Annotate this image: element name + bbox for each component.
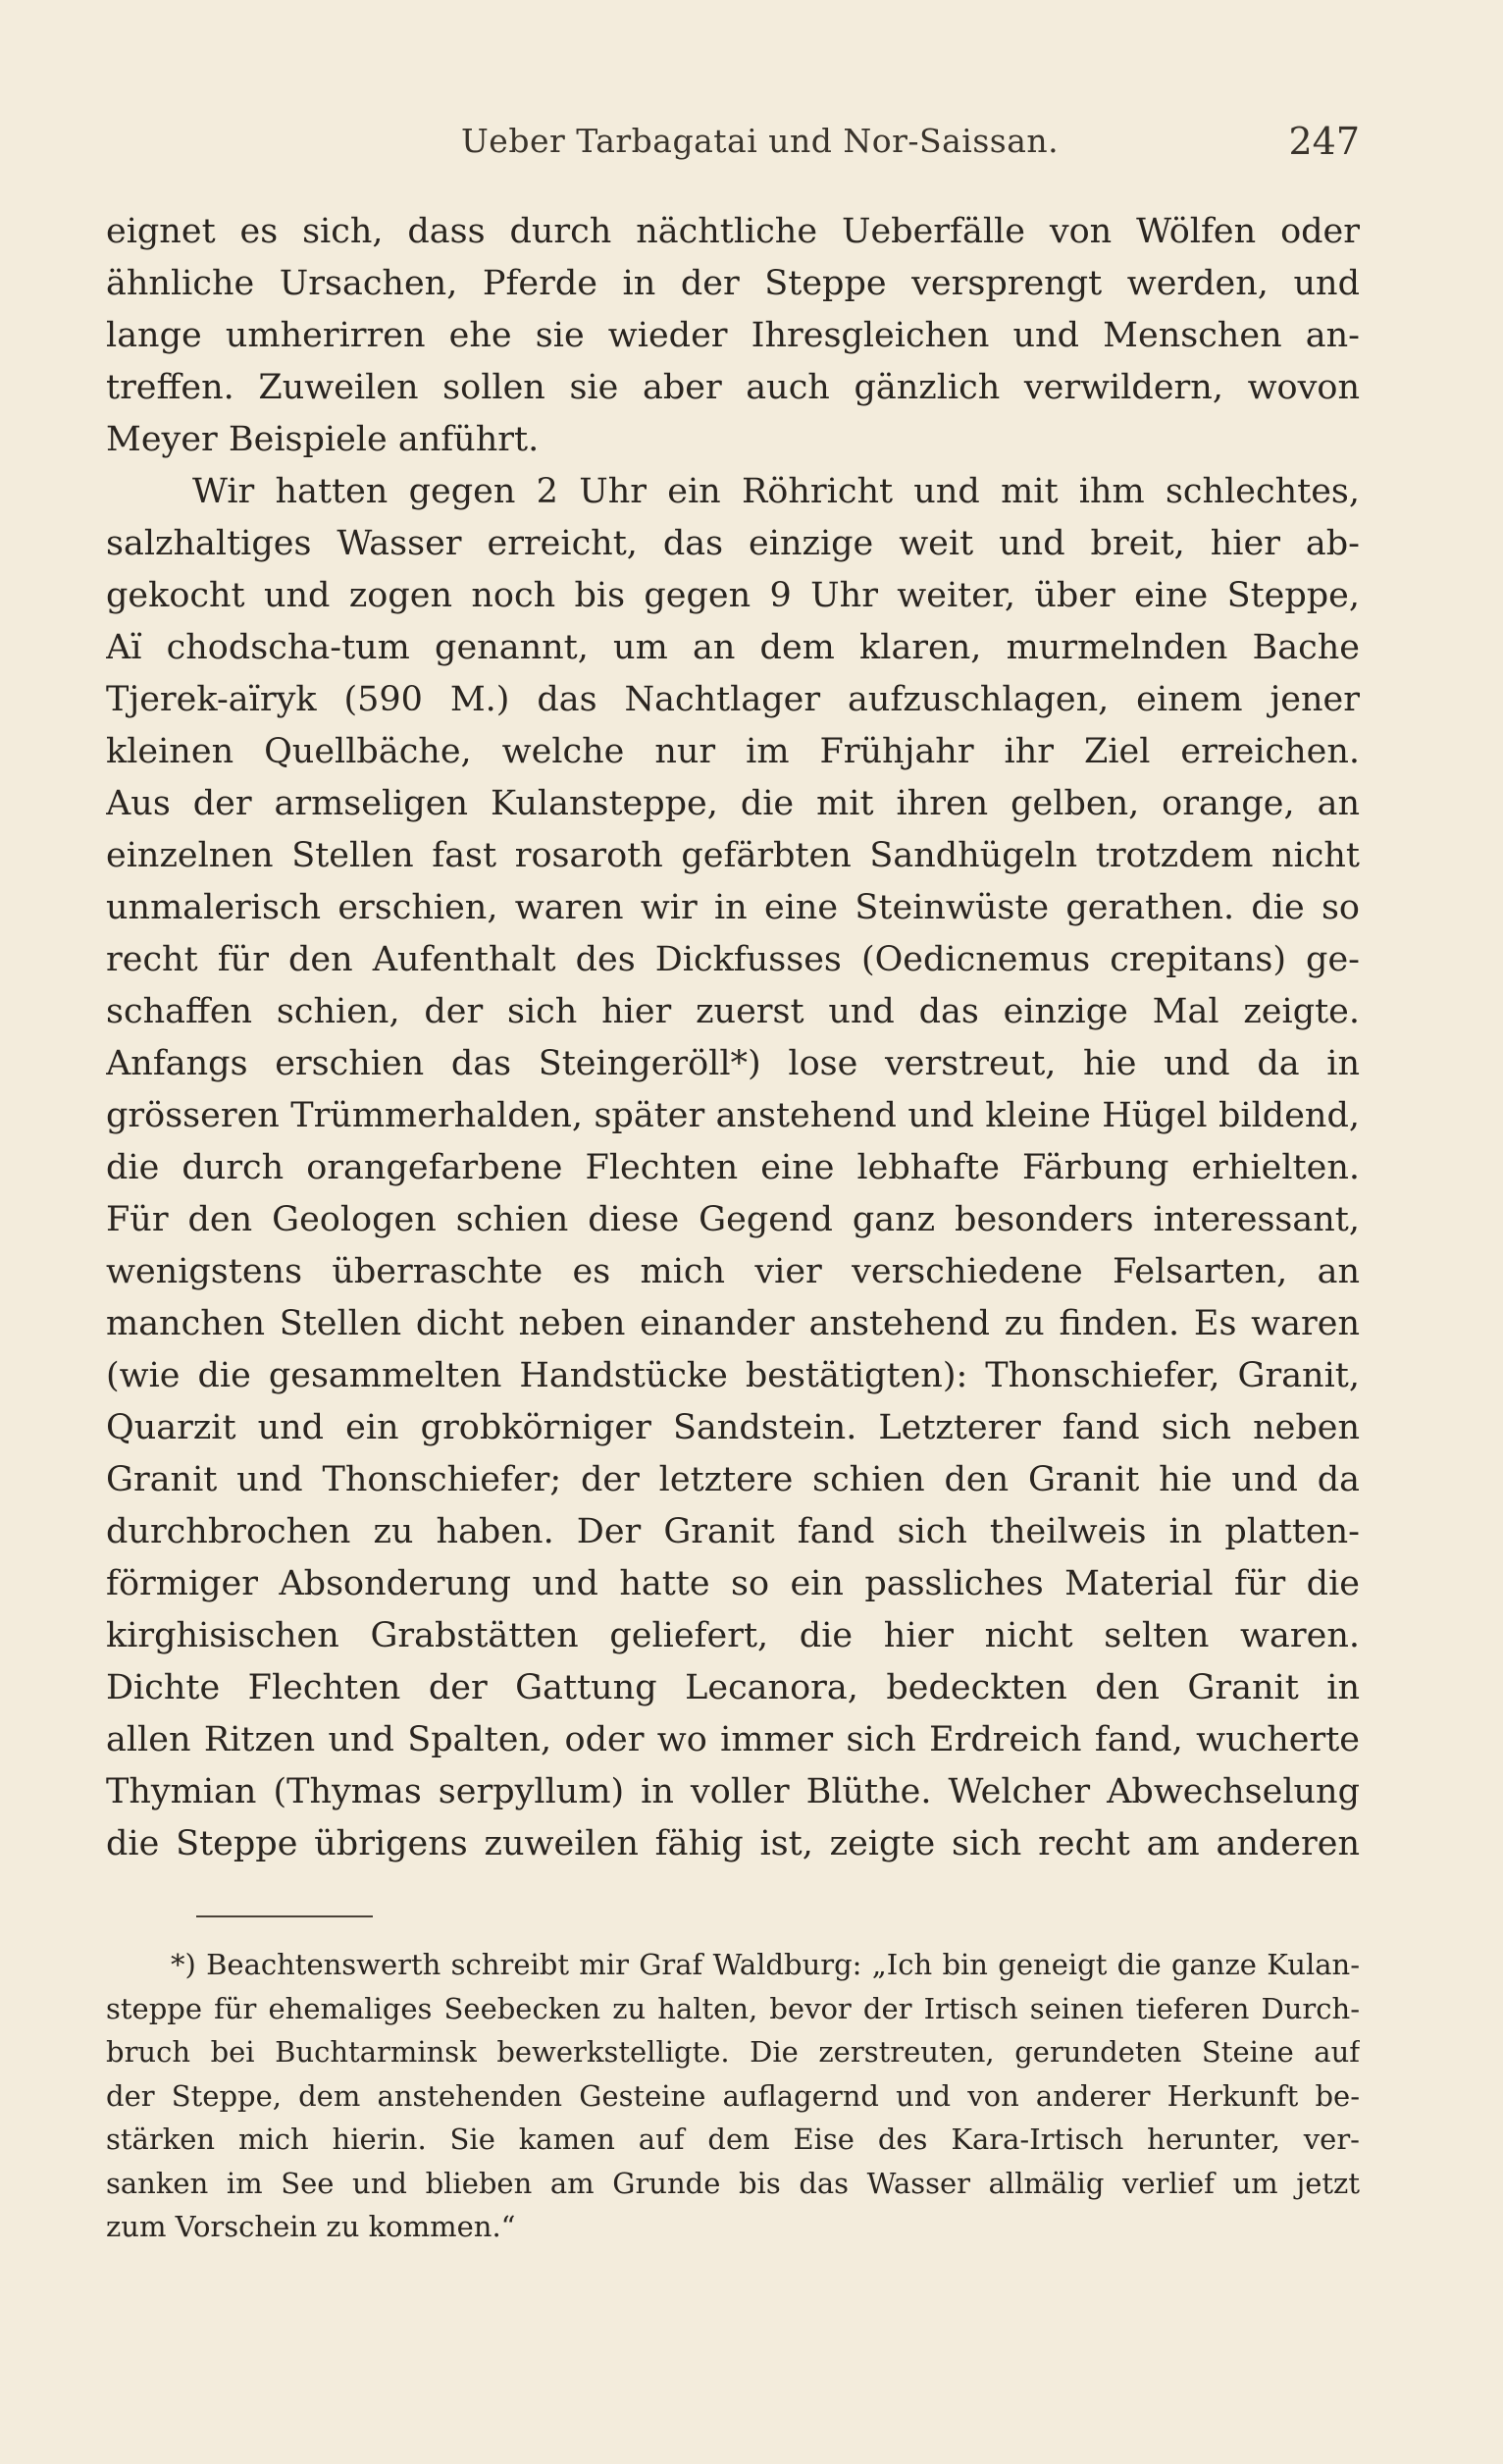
page-header	[106, 122, 1360, 171]
text-line: einzelnen Stellen fast rosaroth gefärbten Sandhügeln trotzdem nicht	[106, 836, 1360, 875]
text-line: lange umherirren ehe sie wieder Ihresgleichen und Menschen an-	[106, 316, 1360, 355]
footnote-line: der Steppe, dem anstehenden Gesteine auflagernd und von anderer Herkunft be-	[106, 2078, 1360, 2113]
text-line: Thymian (Thymas serpyllum) in voller Blüthe. Welcher Abwechselung	[106, 1772, 1360, 1811]
text-line: gekocht und zogen noch bis gegen 9 Uhr weiter, über eine Steppe,	[106, 576, 1360, 615]
text-line: manchen Stellen dicht neben einander anstehend zu finden. Es waren	[106, 1304, 1360, 1343]
text-line: treffen. Zuweilen sollen sie aber auch gänzlich verwildern, wovon	[106, 368, 1360, 407]
text-line: (wie die gesammelten Handstücke bestätigten): Thonschiefer, Granit,	[106, 1356, 1360, 1395]
text-line: förmiger Absonderung und hatte so ein passliches Material für die	[106, 1564, 1360, 1603]
text-line: die durch orangefarbene Flechten eine lebhafte Färbung erhielten.	[106, 1148, 1360, 1187]
text-line: allen Ritzen und Spalten, oder wo immer sich Erdreich fand, wucherte	[106, 1720, 1360, 1759]
text-line: kleinen Quellbäche, welche nur im Frühjahr ihr Ziel erreichen.	[106, 732, 1360, 771]
page-number: 247	[1288, 120, 1360, 163]
footnote-line: bruch bei Buchtarminsk bewerkstelligte. Die zerstreuten, gerundeten Steine auf	[106, 2035, 1360, 2069]
text-line: Granit und Thonschiefer; der letztere schien den Granit hie und da	[106, 1460, 1360, 1499]
text-line: Meyer Beispiele anführt.	[106, 420, 540, 459]
running-head: Ueber Tarbagatai und Nor-Saissan.	[461, 122, 1060, 160]
footnote	[106, 1943, 1360, 2249]
text-line: ähnliche Ursachen, Pferde in der Steppe versprengt werden, und	[106, 264, 1360, 303]
footnote-line: zum Vorschein zu kommen.“	[106, 2210, 516, 2243]
text-line: unmalerisch erschien, waren wir in eine Steinwüste gerathen. die so	[106, 888, 1360, 927]
text-line: eignet es sich, dass durch nächtliche Ueberfälle von Wölfen oder	[106, 212, 1360, 251]
footnote-line: *) Beachtenswerth schreibt mir Graf Waldburg: „Ich bin geneigt die ganze Kulan-	[171, 1948, 1360, 1981]
text-line: Tjerek-aïryk (590 M.) das Nachtlager aufzuschlagen, einem jener	[106, 680, 1360, 719]
text-line: Für den Geologen schien diese Gegend ganz besonders interessant,	[106, 1200, 1360, 1239]
text-line: salzhaltiges Wasser erreicht, das einzige weit und breit, hier ab-	[106, 524, 1360, 563]
text-line: die Steppe übrigens zuweilen fähig ist, zeigte sich recht am anderen	[106, 1824, 1360, 1863]
footnote-separator	[196, 1915, 373, 1917]
text-line: Quarzit und ein grobkörniger Sandstein. Letzterer fand sich neben	[106, 1408, 1360, 1447]
footnote-line: sanken im See und blieben am Grunde bis das Wasser allmälig verlief um jetzt	[106, 2166, 1360, 2200]
text-line: kirghisischen Grabstätten geliefert, die hier nicht selten waren.	[106, 1616, 1360, 1655]
text-line: Aus der armseligen Kulansteppe, die mit ihren gelben, orange, an	[106, 784, 1360, 823]
text-line: Dichte Flechten der Gattung Lecanora, bedeckten den Granit in	[106, 1668, 1360, 1707]
footnote-line: steppe für ehemaliges Seebecken zu halten, bevor der Irtisch seinen tieferen Durch-	[106, 1991, 1360, 2025]
text-line: durchbrochen zu haben. Der Granit fand sich theilweis in platten-	[106, 1512, 1360, 1551]
text-line: recht für den Aufenthalt des Dickfusses (Oedicnemus crepitans) ge-	[106, 940, 1360, 979]
text-line: grösseren Trümmerhalden, später anstehend und kleine Hügel bildend,	[106, 1096, 1360, 1135]
text-line: Aï chodscha-tum genannt, um an dem klaren, murmelnden Bache	[106, 628, 1360, 667]
text-line: Wir hatten gegen 2 Uhr ein Röhricht und mit ihm schlechtes,	[192, 472, 1360, 511]
text-line: schaffen schien, der sich hier zuerst und das einzige Mal zeigte.	[106, 992, 1360, 1031]
text-line: Anfangs erschien das Steingeröll*) lose verstreut, hie und da in	[106, 1044, 1360, 1083]
footnote-line: stärken mich hierin. Sie kamen auf dem Eise des Kara-Irtisch herunter, ver-	[106, 2123, 1360, 2156]
text-line: wenigstens überraschte es mich vier verschiedene Felsarten, an	[106, 1252, 1360, 1291]
body-text	[106, 206, 1360, 1870]
